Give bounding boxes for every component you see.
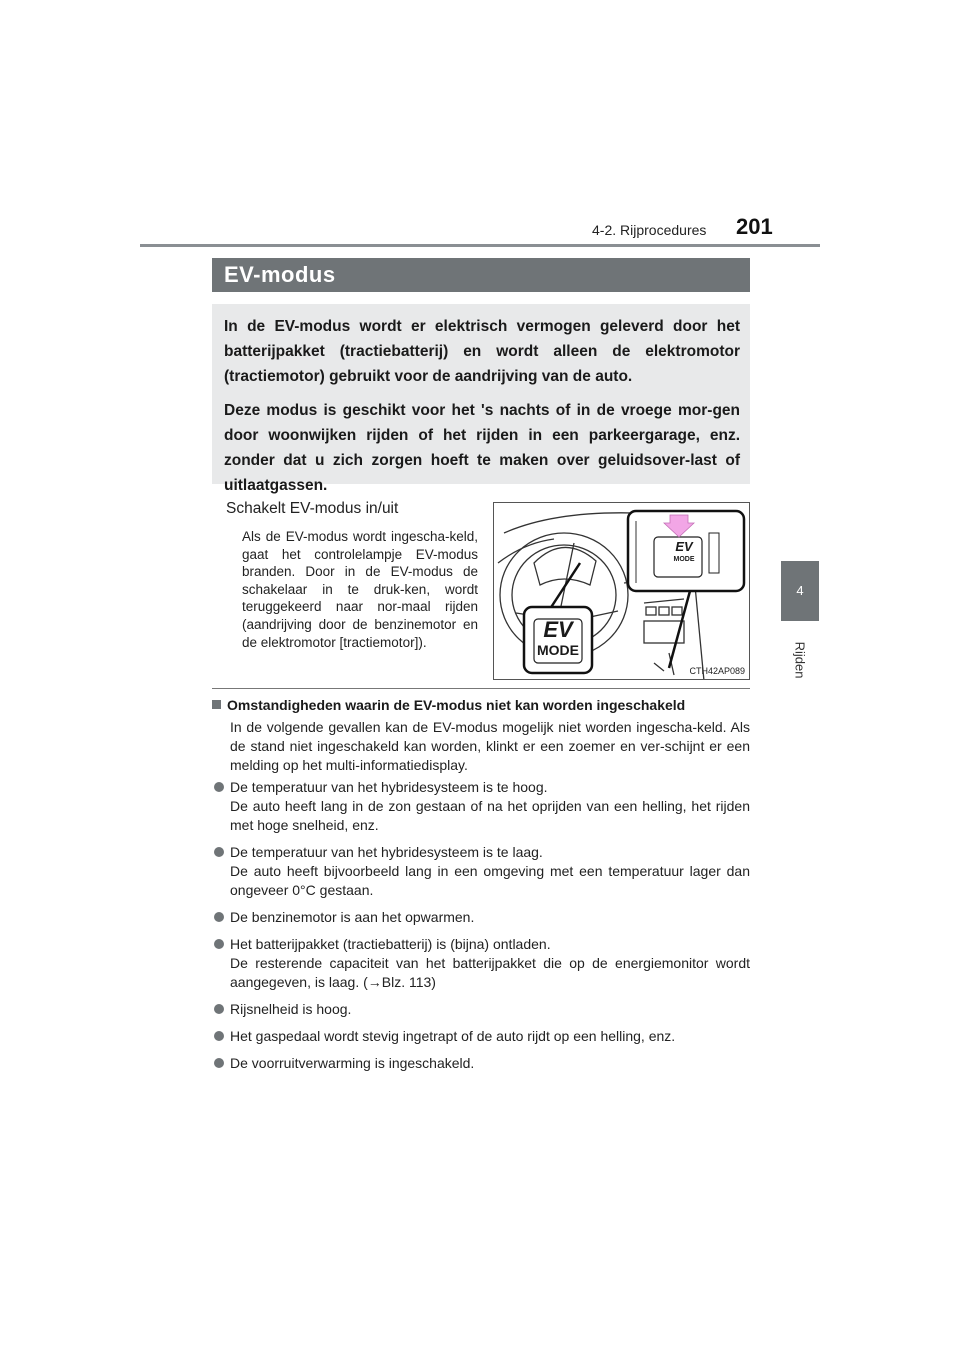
chapter-tab: 4 [781, 561, 819, 621]
list-item [212, 935, 750, 992]
button-mode-label: MODE [537, 642, 579, 658]
chapter-label [770, 630, 830, 690]
section-divider [212, 688, 750, 689]
switch-title: Schakelt EV-modus in/uit [226, 500, 399, 517]
list-item-main: Rijsnelheid is hoog. [230, 1001, 352, 1017]
button-ev-label: EV [543, 617, 573, 642]
section-title: EV-modus [224, 262, 336, 287]
list-item-main: De temperatuur van het hybridesysteem is te hoog. [230, 779, 548, 795]
conditions-heading [212, 697, 685, 713]
square-bullet-icon [212, 700, 221, 709]
intro-paragraph: In de EV-modus wordt er elektrisch vermogen geleverd door het batterijpakket (tractiebatterij) en wordt alleen de elektromotor (tractiemotor) gebruikt voor de aandrijving van de auto. [224, 318, 740, 385]
bullet-icon [214, 782, 224, 792]
switch-description: Als de EV-modus wordt ingescha-keld, gaat het controlelampje EV-modus branden. Door in de EV-modus de schakelaar in te druk-ken, wordt teruggekeerd naar nor-maal rijden (aandrijving door de benzinemotor en de elektromotor [tractiemotor]). [242, 529, 478, 650]
conditions-intro: In de volgende gevallen kan de EV-modus mogelijk niet worden ingescha-keld. Als de stand niet ingeschakeld kan worden, klinkt er een zoemer en ver-schijnt er een melding op het multi-informatiedisplay. [230, 719, 750, 773]
list-item [212, 1000, 750, 1019]
list-item-main: Het gaspedaal wordt stevig ingetrapt of de auto rijdt op een helling, enz. [230, 1028, 676, 1044]
bullet-icon [214, 912, 224, 922]
dashboard-drawing [494, 503, 750, 680]
list-item [212, 908, 750, 927]
illustration-code: CTH42AP089 [689, 666, 745, 676]
callout-mode-label: MODE [673, 556, 695, 563]
section-title-bar [212, 258, 750, 292]
bullet-icon [214, 939, 224, 949]
list-item [212, 1054, 750, 1073]
list-item-detail: De auto heeft bijvoorbeeld lang in een omgeving met een temperatuur lager dan ongeveer 0°C gestaan. [230, 863, 750, 898]
page-number: 201 [736, 214, 773, 239]
list-item [212, 1027, 750, 1046]
bullet-icon [214, 1058, 224, 1068]
intro-paragraph: Deze modus is geschikt voor het 's nachts of in de vroege mor-gen door woonwijken rijden of het rijden in een parkeergarage, enz. zonder dat u zich zorgen hoeft te maken over geluidsover-last of uitlaatgassen. [224, 402, 740, 494]
list-item-main: De voorruitverwarming is ingeschakeld. [230, 1055, 475, 1071]
list-item [212, 843, 750, 900]
list-item [212, 778, 750, 835]
ev-mode-illustration [493, 502, 750, 680]
conditions-list [212, 778, 750, 1081]
conditions-heading-text: Omstandigheden waarin de EV-modus niet kan worden ingeschakeld [227, 697, 686, 713]
bullet-icon [214, 1031, 224, 1041]
intro-box [212, 304, 750, 494]
bullet-icon [214, 847, 224, 857]
list-item-detail: De resterende capaciteit van het batterijpakket die op de energiemonitor wordt aangegeven, is laag. (→Blz. 113) [230, 955, 750, 990]
list-item-detail: De auto heeft lang in de zon gestaan of na het oprijden van een helling, het rijden met hoge snelheid, enz. [230, 798, 750, 833]
chapter-label-text: Rijden [792, 641, 808, 679]
list-item-main: De benzinemotor is aan het opwarmen. [230, 909, 475, 925]
header-divider [140, 244, 820, 247]
section-reference: 4-2. Rijprocedures [592, 222, 707, 238]
list-item-main: De temperatuur van het hybridesysteem is te laag. [230, 844, 543, 860]
bullet-icon [214, 1004, 224, 1014]
callout-ev-label: EV [675, 539, 693, 554]
list-item-main: Het batterijpakket (tractiebatterij) is (bijna) ontladen. [230, 936, 551, 952]
